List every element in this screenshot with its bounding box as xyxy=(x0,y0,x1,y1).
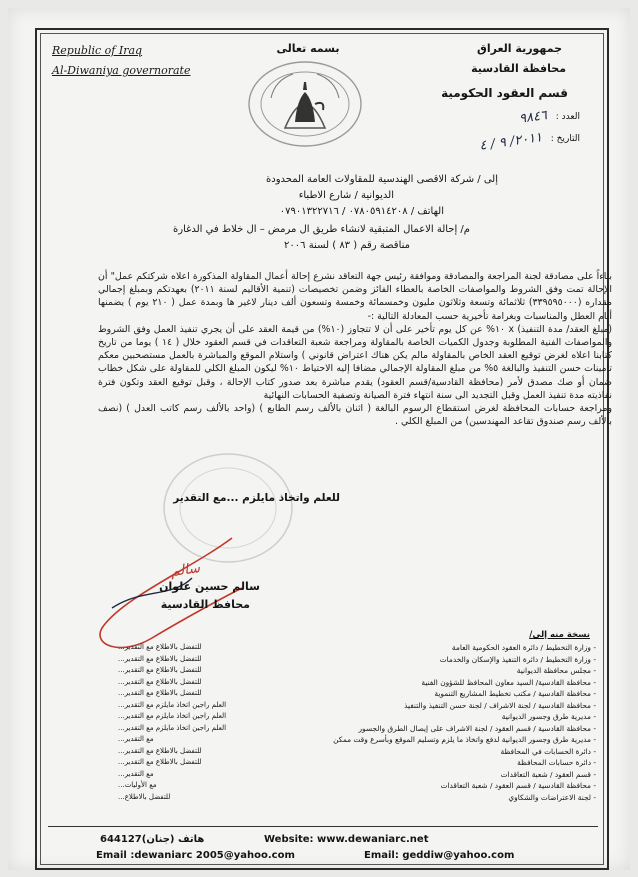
cc-item-note: ...للتفضل بالاطلاع مع التقدير xyxy=(118,758,202,766)
cc-list-item xyxy=(118,665,596,677)
cc-item-recipient: - وزارة التخطيط / دائرة التنفيذ والإسكان والخدمات xyxy=(439,654,596,664)
footer-rule xyxy=(48,826,598,827)
cc-item-recipient: - محافظة القادسية / لجنة الاشراف / لجنة حسن التنفيذ والتنفيذ xyxy=(404,700,596,710)
header-right-line1: جمهورية العراق xyxy=(477,42,562,55)
cc-item-recipient: - دائرة حسابات المحافظة xyxy=(517,758,596,767)
signature-handwriting: سالم xyxy=(169,560,202,581)
body-paragraph-2: (مبلغ العقد/ مدة التنفيذ) x ١٠% عن كل يوم تأخير على أن لا تتجاوز (١٠%) من قيمة العقد على أن يجري تنفيذ العمل وفق الشروط والمواصفات الفنية المطلوبة وجدول الكميات الخاصة بالمقاولة ومراجعة شعبة التعاقدات في قسم العقود خلال ( ١٤ ) يوما من تاريخ كتابنا اعلاه لغرض توقيع العقد الخاص بالمقاولة مالم يكن هناك اعتراض قانوني ) واستلام الموقع والمباشرة بالعمل مستصحبين معكم تأمينات حسن التنفيذ والبالغة ٥% من مبلغ المقاولة الإجمالي مضافا إليه الاحتياط ١٠% ليكون المبلغ الكلي للمقاولة على شكل خطاب ضمان أو صك مصدق لأمر (محافظة القادسية/قسم العقود) يقدم مباشرة بعد صدور كتاب الإحالة ، وقبل توقيع العقد وتكون فترة نفاذيته مدة تنفيذ العمل وقبل التجديد الى سنة انتهاء فترة الصيانة وتصفية الحسابات النهائية xyxy=(98,323,613,401)
header-left-line1: Republic of Iraq xyxy=(52,44,143,57)
cc-item-note: ...للتفضل بالاطلاع مع التقدير xyxy=(118,654,202,663)
cc-list-item xyxy=(118,654,596,666)
header-left-line2: Al-Diwaniya governorate xyxy=(52,64,191,77)
body-paragraph-3: ومراجعة حسابات المحافظة لغرض استقطاع الرسوم البالغة ( اثنان بالألف رسم الطابع ) (واحد بالألف رسم كاتب العدل ) (نصف بالألف رسم صندوق تقاعد المهندسين) من المبلغ الكلي . xyxy=(98,403,612,428)
date-value: ٢٠١١/ ٩ / ٤ xyxy=(478,130,543,154)
basmala-heading: بسمه تعالى xyxy=(276,42,340,55)
cc-list xyxy=(118,642,596,803)
cc-list-item xyxy=(118,757,596,769)
letter-body xyxy=(98,270,612,428)
letter-page xyxy=(8,8,630,870)
closing-line: للعلم واتخاذ مايلزم ...مع التقدير xyxy=(173,492,340,504)
cc-item-note: ...للتفضل بالاطلاع مع التقدير xyxy=(118,689,202,697)
recipient-line1: إلى / شركة الاقصى الهندسية للمقاولات العامة المحدودة xyxy=(266,174,498,185)
cc-item-recipient: - لجنة الاعتراضات والشكاوي xyxy=(508,792,596,802)
cc-item-recipient: - دائرة الحسابات في المحافظة xyxy=(500,746,596,756)
date-row xyxy=(380,130,580,154)
cc-item-recipient: - وزارة التخطيط / دائرة العقود الحكومية العامة xyxy=(451,643,596,652)
governorate-emblem xyxy=(245,60,365,148)
footer-email-2: Email: geddiw@yahoo.com xyxy=(364,850,515,861)
header-right-line3: قسم العقود الحكومية xyxy=(441,86,568,100)
cc-item-recipient: - محافظة القادسية / قسم العقود / شعبة التعاقدات xyxy=(440,781,596,790)
cc-item-recipient: - مديرية طرق وجسور الديوانية لدفع واتخاذ ما يلزم وتسليم الموقع وبأسرع وقت ممكن xyxy=(333,735,596,744)
signatory-title: محافظ القادسية xyxy=(160,598,250,611)
header-right-line2: محافظة القادسية xyxy=(471,62,566,75)
body-paragraph-1: بناءاً على مصادقة لجنة المراجعة والمصادقة وموافقة رئيس جهة التعاقد نشرع إحالة أعمال المقاولة المذكورة اعلاه شركتكم عمل" أن الإحالة تمت وفق الشروط والمواصفات الخاصة بالعطاء الفائز وضمن تخصيصات (تنمية الأقاليم لسنة ٢٠١١) بعهدتكم وبمبلغ إجمالي مقداره (٣٣٩٥٩٥٠٠٠) ثلاثمائة وتسعة وثلاثون مليون وخمسمائة وخمسة وتسعون ألف دينار لاغير ها وبمدة عمل ( ٢١٠ يوم ) يضمنها أيام العطل والمناسبات وبغرامة تأخيرية حسب المعادلة التالية :- xyxy=(98,271,613,322)
subject-line2: مناقصة رقم ( ٨٣ ) لسنة ٢٠٠٦ xyxy=(284,240,410,251)
cc-list-item xyxy=(118,642,596,654)
cc-item-recipient: - مجلس محافظة الديوانية xyxy=(516,666,596,675)
cc-item-note: ...للتفضل بالاطلاع مع التقدير xyxy=(118,677,202,686)
footer-email-1: Email :dewaniarc 2005@yahoo.com xyxy=(96,850,295,861)
ref-number: ٩٨٤٦ xyxy=(518,108,548,127)
cc-item-note: ...للتفضل بالاطلاع مع التقدير xyxy=(118,643,202,651)
footer-website: Website: www.dewaniarc.net xyxy=(264,834,429,845)
cc-item-note: ...العلم راجين اتخاذ مايلزم مع التقدير xyxy=(118,723,227,732)
signatory-name: سالم حسين علوان xyxy=(159,580,260,593)
cc-item-recipient: - مديرية طرق وجسور الديوانية xyxy=(501,712,596,721)
cc-item-recipient: - محافظة القادسية/ السيد معاون المحافظ للشؤون الفنية xyxy=(421,677,596,687)
cc-item-note: ...مع الأوليات xyxy=(118,781,157,789)
cc-list-item xyxy=(118,677,596,689)
cc-list-item xyxy=(118,780,596,792)
cc-item-note: ...العلم راجين اتخاذ مايلزم مع التقدير xyxy=(118,712,227,720)
cc-item-recipient: - محافظة القادسية / مكتب تخطيط المشاريع التنموية xyxy=(434,689,596,698)
footer-phone: 644127هاتف (جنان) xyxy=(100,834,205,845)
cc-title: نسخة منه إلى/ xyxy=(529,630,590,640)
cc-list-item xyxy=(118,688,596,700)
date-label: التاريخ : xyxy=(550,134,580,144)
signature-scribble xyxy=(82,528,282,658)
cc-list-item xyxy=(118,769,596,781)
cc-list-item xyxy=(118,746,596,758)
cc-list-item xyxy=(118,734,596,746)
subject-line1: م/ إحالة الاعمال المتبقية لانشاء طريق ال مرمض – ال خلاط في الدغارة xyxy=(173,224,470,235)
recipient-line2: الديوانية / شارع الاطباء xyxy=(298,190,394,201)
cc-item-note: ...العلم راجين اتخاذ مايلزم مع التقدير xyxy=(118,700,227,709)
cc-list-item xyxy=(118,723,596,735)
ref-row xyxy=(380,108,580,127)
cc-item-recipient: - محافظة القادسية / قسم العقود / لجنة الاشراف على إيصال الطرق والجسور xyxy=(358,723,596,733)
cc-item-note: ...للتفضل بالاطلاع مع التقدير xyxy=(118,746,202,755)
ref-label: العدد : xyxy=(555,112,580,122)
cc-item-recipient: - قسم العقود / شعبة التعاقدات xyxy=(500,769,596,779)
cc-item-note: ...مع التقدير xyxy=(118,735,154,743)
recipient-phone: الهاتف / ٠٧٨٠٥٩١٤٢٠٨ / ٠٧٩٠١٣٢٢٧١٦ xyxy=(279,206,444,217)
cc-list-item xyxy=(118,700,596,712)
cc-item-note: ...للتفضل بالاطلاع xyxy=(118,792,171,801)
cc-item-note: ...للتفضل بالاطلاع مع التقدير xyxy=(118,666,202,674)
cc-list-item xyxy=(118,711,596,723)
cc-list-item xyxy=(118,792,596,804)
cc-item-note: ...مع التقدير xyxy=(118,769,154,778)
